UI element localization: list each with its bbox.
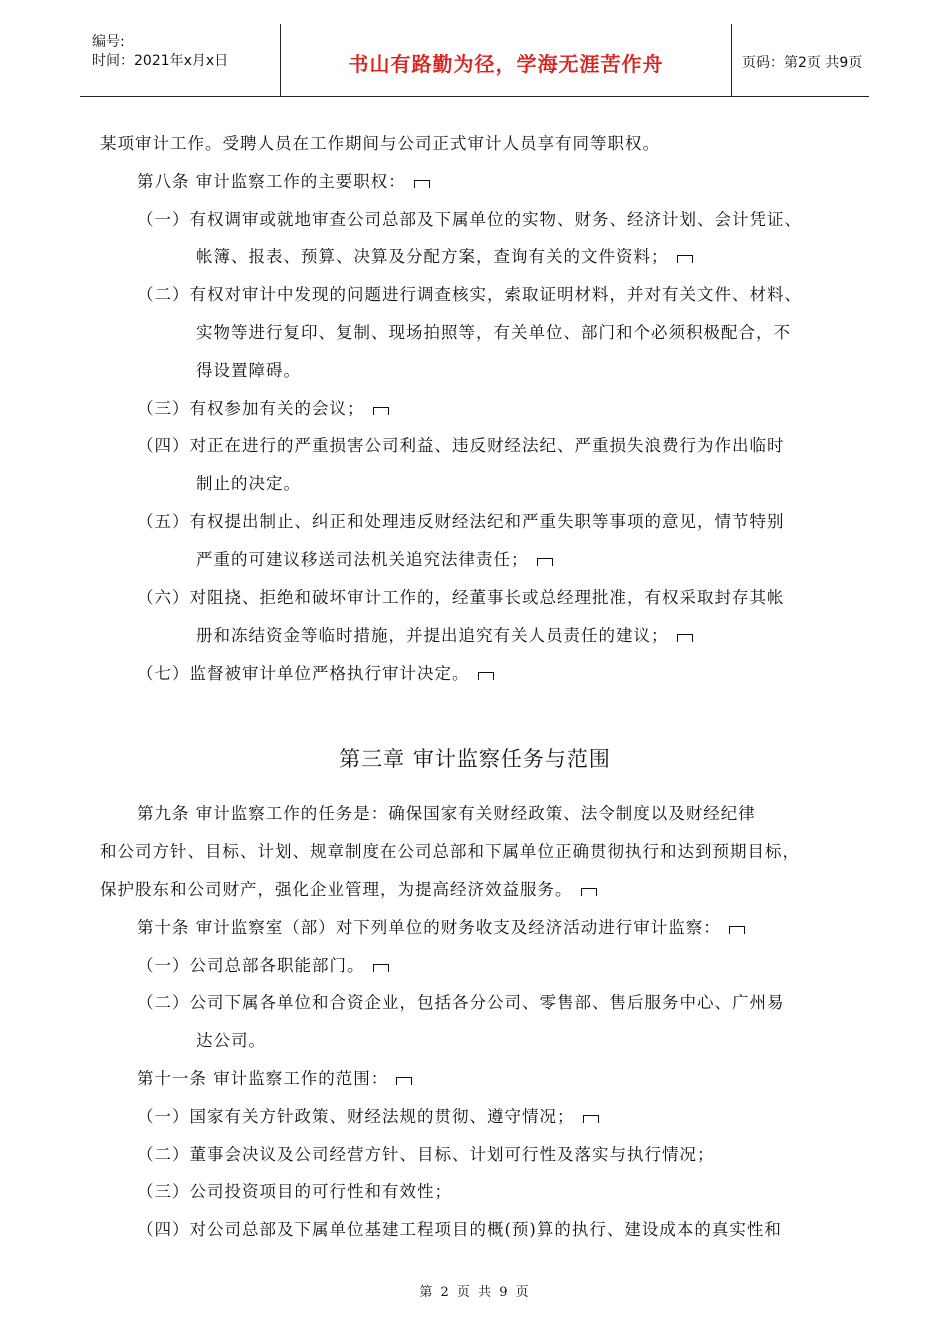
paragraph-mark-icon	[537, 558, 553, 566]
header-meta-cell	[80, 24, 280, 96]
header-motto-cell	[280, 24, 732, 96]
list-item: （三）有权参加有关的会议；	[137, 395, 389, 419]
header-page-cell	[730, 24, 869, 96]
page-header	[80, 24, 869, 97]
list-item: （三）公司投资项目的可行性和有效性；	[137, 1182, 452, 1201]
article-heading: 第九条 审计监察工作的任务是：确保国家有关财经政策、法令制度以及财经纪律	[137, 804, 756, 823]
text-line: 和公司方针、目标、计划、规章制度在公司总部和下属单位正确贯彻执行和达到预期目标，	[100, 842, 800, 861]
text-line: 某项审计工作。受聘人员在工作期间与公司正式审计人员享有同等职权。	[100, 134, 660, 153]
text-line: 保护股东和公司财产，强化企业管理，为提高经济效益服务。	[100, 876, 597, 900]
list-item: （一）公司总部各职能部门。	[137, 952, 389, 976]
paragraph-mark-icon	[729, 926, 745, 934]
list-item: （七）监督被审计单位严格执行审计决定。	[137, 660, 494, 684]
paragraph-mark-icon	[677, 634, 693, 642]
list-item: （一）有权调审或就地审查公司总部及下属单位的实物、财务、经济计划、会计凭证、	[137, 210, 802, 229]
paragraph-mark-icon	[373, 964, 389, 972]
document-date: 时间：2021年x月x日	[92, 53, 229, 69]
paragraph-mark-icon	[581, 888, 597, 896]
list-item: （二）公司下属各单位和合资企业，包括各分公司、零售部、售后服务中心、广州易	[137, 993, 785, 1012]
paragraph-mark-icon	[478, 672, 494, 680]
chapter-title: 第三章 审计监察任务与范围	[339, 747, 611, 771]
list-item-continuation: 制止的决定。	[196, 474, 301, 493]
list-item: （二）有权对审计中发现的问题进行调查核实，索取证明材料，并对有关文件、材料、	[137, 285, 802, 304]
list-item-continuation: 册和冻结资金等临时措施，并提出追究有关人员责任的建议；	[196, 622, 693, 646]
paragraph-mark-icon	[396, 1077, 412, 1085]
article-heading: 第八条 审计监察工作的主要职权：	[137, 168, 430, 192]
list-item-continuation: 实物等进行复印、复制、现场拍照等，有关单位、部门和个必须积极配合，不	[196, 323, 791, 342]
list-item: （一）国家有关方针政策、财经法规的贯彻、遵守情况；	[137, 1103, 599, 1127]
list-item: （六）对阻挠、拒绝和破坏审计工作的，经董事长或总经理批准，有权采取封存其帐	[137, 588, 785, 607]
page-footer: 第 2 页 共 9 页	[419, 1285, 531, 1300]
list-item: （五）有权提出制止、纠正和处理违反财经法纪和严重失职等事项的意见，情节特别	[137, 512, 785, 531]
list-item: （四）对公司总部及下属单位基建工程项目的概(预)算的执行、建设成本的真实性和	[137, 1220, 782, 1239]
paragraph-mark-icon	[373, 407, 389, 415]
list-item-continuation: 得设置障碍。	[196, 361, 301, 380]
list-item-continuation: 帐簿、报表、预算、决算及分配方案，查询有关的文件资料；	[196, 243, 693, 267]
paragraph-mark-icon	[414, 180, 430, 188]
article-heading: 第十条 审计监察室（部）对下列单位的财务收支及经济活动进行审计监察：	[137, 914, 745, 938]
header-page-info: 页码：第2页 共9页	[742, 55, 863, 71]
article-heading: 第十一条 审计监察工作的范围：	[137, 1065, 412, 1089]
list-item: （四）对正在进行的严重损害公司利益、违反财经法纪、严重损失浪费行为作出临时	[137, 436, 785, 455]
list-item: （二）董事会决议及公司经营方针、目标、计划可行性及落实与执行情况；	[137, 1145, 715, 1164]
paragraph-mark-icon	[677, 255, 693, 263]
list-item-continuation: 严重的可建议移送司法机关追究法律责任；	[196, 546, 553, 570]
document-number-label: 编号:	[92, 34, 125, 50]
header-motto: 书山有路勤为径，学海无涯苦作舟	[348, 52, 664, 76]
paragraph-mark-icon	[583, 1115, 599, 1123]
list-item-continuation: 达公司。	[196, 1031, 266, 1050]
